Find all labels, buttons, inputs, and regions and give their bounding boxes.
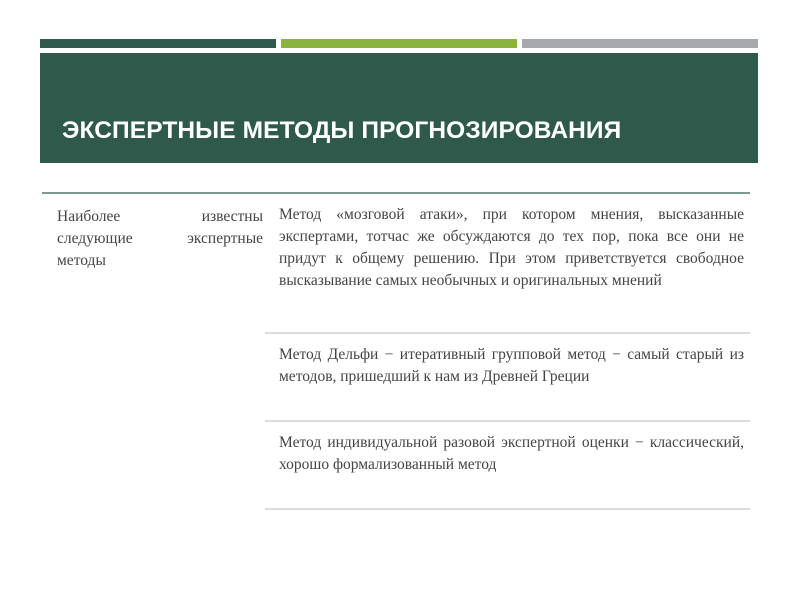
title-banner xyxy=(40,53,758,163)
table-right-column xyxy=(265,194,750,510)
accent-stripe-light-green xyxy=(281,39,517,48)
slide-title: ЭКСПЕРТНЫЕ МЕТОДЫ ПРОГНОЗИРОВАНИЯ xyxy=(62,117,622,144)
accent-stripe-dark-green xyxy=(40,39,276,48)
table-left-cell: Наиболее известны следующие экспертные методы xyxy=(57,208,263,269)
table-row: Метод индивидуальной разовой экспертной оценки − классический, хорошо формализованный метод xyxy=(265,422,750,510)
table-row: Метод «мозговой атаки», при котором мнения, высказанные экспертами, тотчас же обсуждаются до тех пор, пока все они не придут к общему решению. При этом приветствуется свободное высказывание самых необычных и оригинальных мнений xyxy=(265,194,750,334)
accent-stripe-gray xyxy=(522,39,758,48)
methods-table xyxy=(42,192,750,473)
table-row: Метод Дельфи − итеративный групповой метод − самый старый из методов, пришедший к нам из Древней Греции xyxy=(265,334,750,422)
